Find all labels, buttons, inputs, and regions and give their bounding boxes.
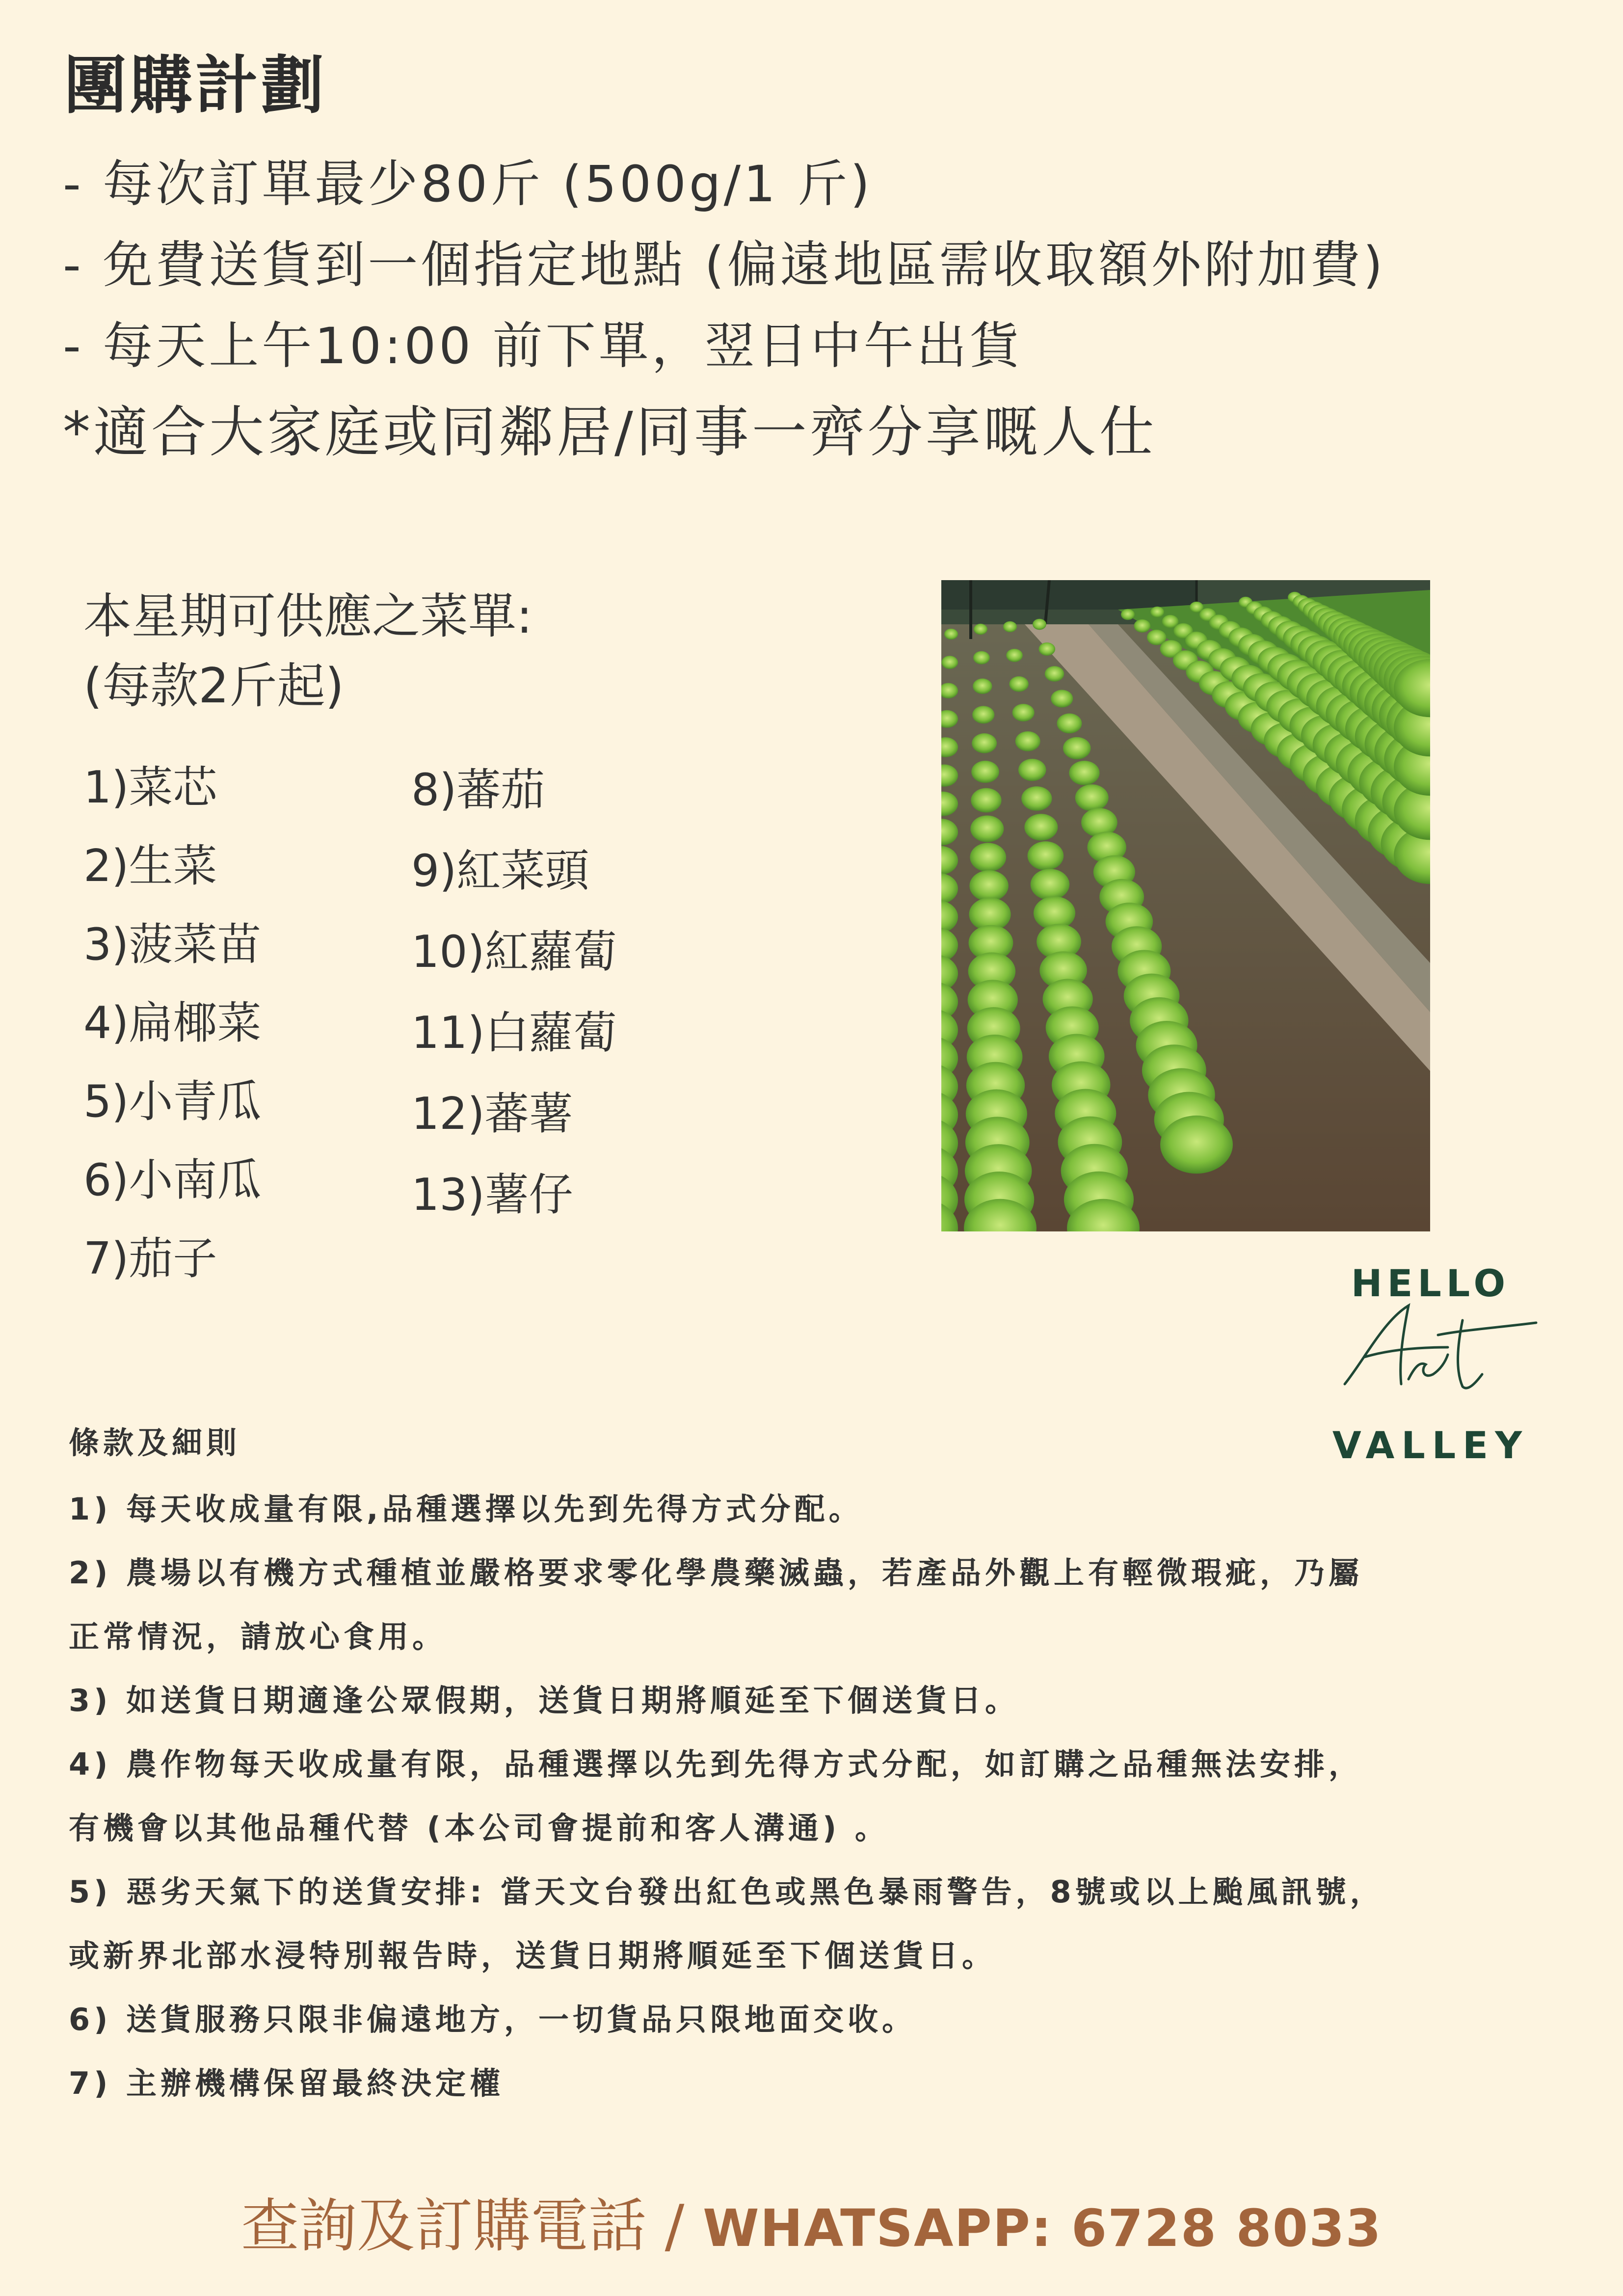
- lettuce-head: [1031, 869, 1069, 900]
- lettuce-head: [1045, 666, 1064, 682]
- menu-item: 9)紅菜頭: [411, 845, 589, 897]
- logo-text-valley: VALLEY: [1332, 1423, 1529, 1467]
- menu-item: 11)白蘿蔔: [411, 1007, 617, 1059]
- term-line: 或新界北部水浸特別報告時，送貨日期將順延至下個送貨日。: [69, 1938, 997, 1974]
- menu-item: 12)蕃薯: [411, 1088, 573, 1140]
- lettuce-head: [1003, 621, 1017, 632]
- logo-text-hello: HELLO: [1351, 1261, 1511, 1305]
- menu-item: 5)小青瓜: [83, 1076, 262, 1127]
- term-line: 5) 惡劣天氣下的送貨安排: 當天文台發出紅色或黑色暴雨警告，8號或以上颱風訊號，: [69, 1874, 1384, 1910]
- menu-item: 8)蕃茄: [411, 764, 545, 816]
- plan-line-min-order: - 每次訂單最少80斤 (500g/1 斤): [63, 155, 873, 214]
- menu-item: 2)生菜: [83, 840, 217, 892]
- lettuce-head: [1033, 619, 1046, 630]
- menu-item: 1)菜芯: [83, 762, 217, 813]
- term-line: 7) 主辦機構保留最終決定權: [69, 2065, 505, 2101]
- page-title: 團購計劃: [64, 49, 327, 122]
- lettuce-head: [1075, 784, 1109, 811]
- term-line: 1) 每天收成量有限,品種選擇以先到先得方式分配。: [69, 1491, 863, 1527]
- contact-line: [0, 2179, 1623, 2263]
- term-line: 2) 農場以有機方式種植並嚴格要求零化學農藥滅蟲，若產品外觀上有輕微瑕疵，乃屬: [69, 1555, 1363, 1591]
- lettuce-head: [972, 733, 997, 753]
- menu-item: 3)菠菜苗: [83, 919, 262, 970]
- terms-heading: 條款及細則: [69, 1425, 241, 1461]
- term-line: 4) 農作物每天收成量有限，品種選擇以先到先得方式分配，如訂購之品種無法安排，: [69, 1746, 1363, 1782]
- term-line: 3) 如送貨日期適逢公眾假期，送貨日期將順延至下個送貨日。: [69, 1682, 1020, 1718]
- lettuce-head: [1015, 731, 1040, 751]
- lettuce-head: [1063, 737, 1091, 759]
- lettuce-field-photo: [941, 580, 1430, 1231]
- lettuce-head: [1057, 714, 1082, 734]
- term-line: 有機會以其他品種代替 (本公司會提前和客人溝通) 。: [69, 1810, 889, 1846]
- lettuce-head: [1038, 642, 1055, 656]
- lettuce-head: [1018, 759, 1046, 781]
- lettuce-head: [941, 656, 958, 669]
- menu-subtitle: (每款2斤起): [83, 658, 344, 715]
- menu-item: 10)紅蘿蔔: [411, 926, 617, 978]
- lettuce-head: [972, 706, 994, 723]
- lettuce-head: [1051, 690, 1073, 707]
- logo-art-script: [1335, 1301, 1541, 1404]
- lettuce-head: [1121, 609, 1135, 620]
- menu-item: 4)扁椰菜: [83, 997, 262, 1049]
- menu-item: 7)茄子: [83, 1233, 217, 1284]
- lettuce-head: [974, 624, 987, 635]
- hello-art-valley-logo: [1305, 1261, 1556, 1472]
- lettuce-head: [1009, 676, 1028, 692]
- lettuce-head: [969, 870, 1008, 902]
- lettuce-head: [973, 678, 992, 694]
- menu-item: 13)薯仔: [411, 1169, 573, 1221]
- lettuce-head: [1021, 786, 1052, 811]
- lettuce-head: [1028, 841, 1064, 870]
- plan-line-suitable: *適合大家庭或同鄰居/同事一齊分享嘅人仕: [63, 400, 1157, 464]
- lettuce-head: [971, 761, 999, 783]
- lettuce-head: [1012, 704, 1035, 721]
- lettuce-head: [971, 788, 1001, 813]
- term-line: 正常情況，請放心食用。: [69, 1619, 447, 1655]
- lettuce-head: [1024, 814, 1058, 840]
- lettuce-head: [970, 815, 1004, 842]
- lettuce-head: [1150, 607, 1164, 617]
- lettuce-head: [1134, 619, 1150, 633]
- term-line: 6) 送貨服務只限非偏遠地方，一切貨品只限地面交收。: [69, 2002, 917, 2037]
- whatsapp-number: WHATSAPP: 6728 8033: [702, 2198, 1382, 2258]
- lettuce-head: [1069, 761, 1099, 785]
- lettuce-head: [1006, 649, 1023, 662]
- contact-label: 查詢及訂購電話 /: [241, 2192, 703, 2260]
- menu-title: 本星期可供應之菜單:: [83, 588, 533, 644]
- plan-line-order-time: - 每天上午10:00 前下單，翌日中午出貨: [63, 317, 1023, 375]
- lettuce-head: [970, 843, 1006, 872]
- menu-item: 6)小南瓜: [83, 1154, 262, 1206]
- lettuce-head: [973, 651, 990, 665]
- menu-heading: [83, 582, 532, 721]
- plan-line-free-delivery: - 免費送貨到一個指定地點 (偏遠地區需收取額外附加費): [63, 236, 1386, 294]
- lettuce-head: [944, 629, 958, 640]
- lettuce-head: [1160, 1116, 1233, 1174]
